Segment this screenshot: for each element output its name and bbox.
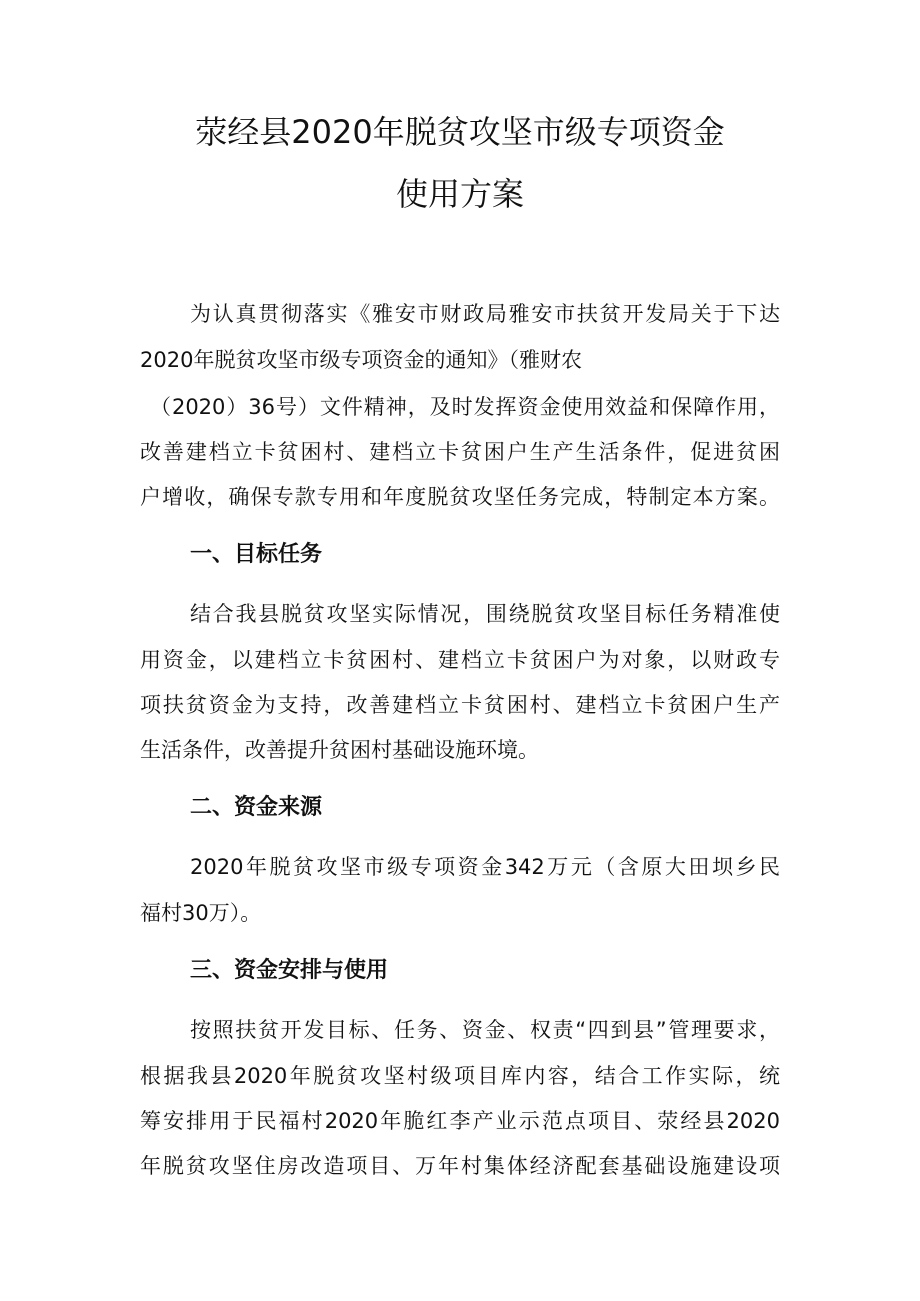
document-title-line-2: 使用方案 — [395, 175, 524, 213]
intro-line-4: 改善建档立卡贫困村、建档立卡贫困户生产生活条件，促进贫困 — [140, 440, 780, 464]
section3-line-4: 年脱贫攻坚住房改造项目、万年村集体经济配套基础设施建设项 — [140, 1154, 780, 1178]
section-heading-funding-source: 二、资金来源 — [190, 795, 323, 820]
section1-line-1: 结合我县脱贫攻坚实际情况，围绕脱贫攻坚目标任务精准使 — [190, 602, 780, 626]
section-heading-funding-use: 三、资金安排与使用 — [190, 958, 389, 983]
document-title-line-1: 荥经县2020年脱贫攻坚市级专项资金 — [195, 113, 725, 151]
section1-line-2: 用资金，以建档立卡贫困村、建档立卡贫困户为对象，以财政专 — [140, 648, 780, 672]
section3-line-3: 筹安排用于民福村2020年脆红李产业示范点项目、荥经县2020 — [140, 1109, 780, 1133]
section2-line-1: 2020年脱贫攻坚市级专项资金342万元（含原大田坝乡民 — [190, 855, 780, 879]
intro-line-3: （2020）36号）文件精神，及时发挥资金使用效益和保障作用， — [150, 395, 780, 419]
section2-line-2: 福村30万）。 — [140, 901, 262, 925]
section1-line-4: 生活条件，改善提升贫困村基础设施环境。 — [140, 738, 539, 762]
intro-line-2: 2020年脱贫攻坚市级专项资金的通知》（雅财农 — [140, 348, 582, 372]
section-heading-goals: 一、目标任务 — [190, 542, 323, 567]
intro-line-5: 户增收，确保专款专用和年度脱贫攻坚任务完成，特制定本方案。 — [140, 485, 780, 509]
intro-line-1: 为认真贯彻落实《雅安市财政局雅安市扶贫开发局关于下达 — [190, 302, 780, 326]
section3-line-1: 按照扶贫开发目标、任务、资金、权责“四到县”管理要求， — [190, 1018, 780, 1042]
section1-line-3: 项扶贫资金为支持，改善建档立卡贫困村、建档立卡贫困户生产 — [140, 693, 780, 717]
section3-line-2: 根据我县2020年脱贫攻坚村级项目库内容，结合工作实际，统 — [140, 1064, 780, 1088]
